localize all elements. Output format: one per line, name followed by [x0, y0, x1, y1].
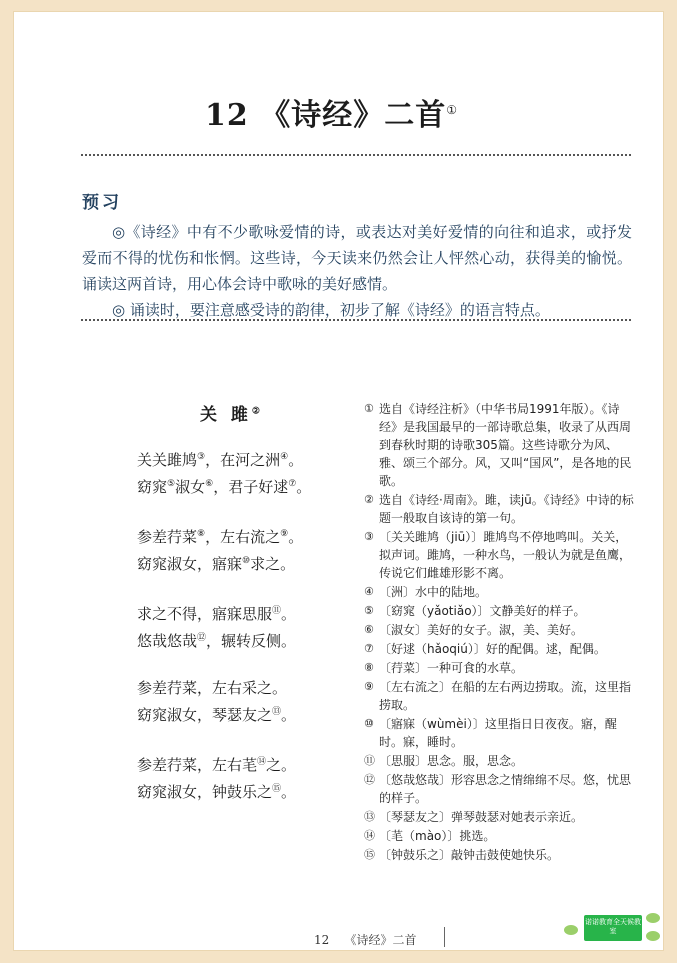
- footnote-number: ⑫: [364, 773, 375, 786]
- footnote-number: ⑭: [364, 829, 375, 842]
- footnotes: [364, 400, 634, 865]
- footnote-number: ③: [364, 530, 374, 543]
- poem-text: 参差荇菜，左右采之。: [137, 679, 288, 697]
- footnote-text: 〔寤寐（wùmèi）〕这里指日日夜夜。寤，醒时。寐，睡时。: [379, 717, 617, 749]
- poem-text: ，在河之洲: [205, 451, 281, 469]
- footnote-number: ④: [364, 585, 374, 598]
- footnote-number: ⑦: [364, 642, 374, 655]
- footer-divider: [444, 927, 445, 947]
- poem-text: 求之。: [250, 555, 296, 573]
- poem-text: 。: [296, 478, 312, 496]
- footer-chapter-title: 《诗经》二首: [344, 933, 417, 947]
- footnote-text: 〔琴瑟友之〕弹琴鼓瑟对她表示亲近。: [379, 810, 584, 824]
- top-dotted-divider: [81, 154, 631, 156]
- footnote-item: [364, 715, 634, 751]
- poem-line: [137, 750, 354, 777]
- footnote-mark: ⑮: [272, 784, 282, 794]
- poem-text: 之。: [266, 756, 297, 774]
- poem-text: 参差荇菜: [137, 528, 198, 546]
- poem-text: 窈窕: [137, 478, 168, 496]
- footnote-mark: ⑫: [197, 633, 207, 643]
- footnote-mark: ④: [280, 452, 289, 462]
- poem-body: [124, 445, 354, 804]
- poem-line: [137, 676, 354, 700]
- poem-text: 悠哉悠哉: [137, 632, 198, 650]
- footnote-text: 〔窈窕（yǎotiǎo）〕文静美好的样子。: [379, 604, 586, 618]
- footnote-text: 〔芼（mào）〕挑选。: [379, 829, 496, 843]
- footnote-number: ⑧: [364, 661, 374, 674]
- footnote-text: 选自《诗经·周南》。雎，读jū。《诗经》中诗的标题一般取自该诗的第一句。: [379, 493, 634, 525]
- footnote-text: 〔洲〕水中的陆地。: [379, 585, 488, 599]
- lesson-title: 《诗经》二首: [260, 98, 447, 133]
- poem-stanza: [124, 750, 354, 804]
- poem-text: 关关雎鸠: [137, 451, 198, 469]
- footnote-item: [364, 400, 634, 490]
- footnote-number: ⑥: [364, 623, 374, 636]
- footnote-mark: ⑤: [167, 479, 176, 489]
- footnote-item: [364, 640, 634, 658]
- footnote-item: [364, 659, 634, 677]
- page-footer: [314, 931, 417, 948]
- poem-text: 参差荇菜，左右芼: [137, 756, 258, 774]
- footnote-item: [364, 621, 634, 639]
- poem-stanza: [124, 676, 354, 727]
- poem-text: 。: [288, 451, 304, 469]
- footnote-mark: ⑪: [272, 606, 282, 616]
- footnote-number: ⑪: [364, 754, 375, 767]
- footnote-number: ⑩: [364, 717, 374, 730]
- footnote-number: ⑤: [364, 604, 374, 617]
- poem-title-footnote-mark: ②: [251, 406, 264, 417]
- leaf-icon: [564, 925, 578, 935]
- preview-section: [82, 188, 632, 323]
- footnote-mark: ⑭: [257, 757, 267, 767]
- poem-stanza: [124, 599, 354, 653]
- poem-line: [137, 626, 354, 653]
- poem-stanza: [124, 522, 354, 576]
- page-number: 12: [314, 933, 330, 947]
- footnote-mark: ⑥: [205, 479, 214, 489]
- poem-text: 。: [281, 706, 297, 724]
- footnote-item: [364, 491, 634, 527]
- footnote-mark: ⑩: [242, 556, 251, 566]
- poem-text: 。: [281, 783, 297, 801]
- watermark-logo: [562, 907, 666, 951]
- footnote-text: 〔钟鼓乐之〕敲钟击鼓使她快乐。: [379, 848, 560, 862]
- poem-line: [137, 445, 354, 472]
- poem-line: [137, 700, 354, 727]
- lesson-number: 12: [205, 98, 249, 133]
- poem-text: 窈窕淑女，钟鼓乐之: [137, 783, 273, 801]
- footnote-text: 选自《诗经注析》（中华书局1991年版）。《诗经》是我国最早的一部诗歌总集，收录了从西周到春秋时期的诗歌305篇。这些诗歌分为风、雅、颂三个部分。风，又叫“国风”，是各地的民歌。: [379, 402, 632, 488]
- poem-text: ，左右流之: [205, 528, 281, 546]
- footnote-mark: ③: [197, 452, 206, 462]
- footnote-text: 〔思服〕思念。服，思念。: [379, 754, 524, 768]
- footnote-item: [364, 827, 634, 845]
- footnote-text: 〔淑女〕美好的女子。淑，美、美好。: [379, 623, 584, 637]
- poem-text: 求之不得，寤寐思服: [137, 605, 273, 623]
- footnote-number: ⑬: [364, 810, 375, 823]
- footnote-item: [364, 528, 634, 582]
- footnote-item: [364, 752, 634, 770]
- logo-badge: 诺诺教育全天候教室: [584, 915, 642, 941]
- poem-stanza: [124, 445, 354, 499]
- footnote-mark: ⑦: [288, 479, 297, 489]
- footnote-item: [364, 678, 634, 714]
- bottom-dotted-divider: [81, 319, 631, 321]
- footnote-number: ①: [364, 402, 374, 415]
- footnote-text: 〔左右流之〕在船的左右两边捞取。流，这里指捞取。: [379, 680, 632, 712]
- footnote-text: 〔荇菜〕一种可食的水草。: [379, 661, 524, 675]
- textbook-page: [14, 12, 663, 950]
- poem-line: [137, 777, 354, 804]
- title-footnote-mark: ①: [446, 103, 458, 117]
- leaf-icon: [646, 931, 660, 941]
- preview-paragraph: ◎《诗经》中有不少歌咏爱情的诗，或表达对美好爱情的向往和追求，或抒发爱而不得的忧伤和怅惘。这些诗，今天读来仍然会让人怦然心动，获得美的愉悦。诵读这两首诗，用心体会诗中歌咏的美好感情。: [82, 223, 632, 293]
- footnote-text: 〔好逑（hǎoqiú）〕好的配偶。逑，配偶。: [379, 642, 606, 656]
- footnote-number: ⑨: [364, 680, 374, 693]
- leaf-icon: [646, 913, 660, 923]
- poem-text: ，辗转反侧。: [206, 632, 297, 650]
- footnote-item: [364, 808, 634, 826]
- footnote-text: 〔关关雎鸠（jiū）〕雎鸠鸟不停地鸣叫。关关，拟声词。雎鸠，一种水鸟，一般认为就是鱼鹰，传说它们雌雄形影不离。: [379, 530, 632, 580]
- poem-text: 。: [281, 605, 297, 623]
- preview-heading: 预习: [82, 193, 122, 213]
- page-title: [14, 90, 649, 134]
- poem-line: [137, 549, 354, 576]
- poem-line: [137, 472, 354, 499]
- footnote-mark: ⑬: [272, 707, 282, 717]
- poem-title-text: 关 雎: [200, 405, 252, 425]
- poem: [124, 400, 354, 827]
- footnote-mark: ⑧: [197, 529, 206, 539]
- footnote-item: [364, 846, 634, 864]
- footnote-item: [364, 771, 634, 807]
- poem-line: [137, 599, 354, 626]
- footnote-item: [364, 602, 634, 620]
- poem-text: ，君子好逑: [213, 478, 289, 496]
- poem-text: 窈窕淑女，寤寐: [137, 555, 243, 573]
- footnote-number: ⑮: [364, 848, 375, 861]
- footnote-number: ②: [364, 493, 374, 506]
- footnote-text: 〔悠哉悠哉〕形容思念之情绵绵不尽。悠，忧思的样子。: [379, 773, 632, 805]
- poem-text: 淑女: [175, 478, 206, 496]
- poem-title: [110, 400, 354, 425]
- preview-paragraph: ◎ 诵读时，要注意感受诗的韵律，初步了解《诗经》的语言特点。: [112, 301, 550, 319]
- poem-text: 。: [288, 528, 304, 546]
- footnote-item: [364, 583, 634, 601]
- footnote-mark: ⑨: [280, 529, 289, 539]
- poem-line: [137, 522, 354, 549]
- poem-text: 窈窕淑女，琴瑟友之: [137, 706, 273, 724]
